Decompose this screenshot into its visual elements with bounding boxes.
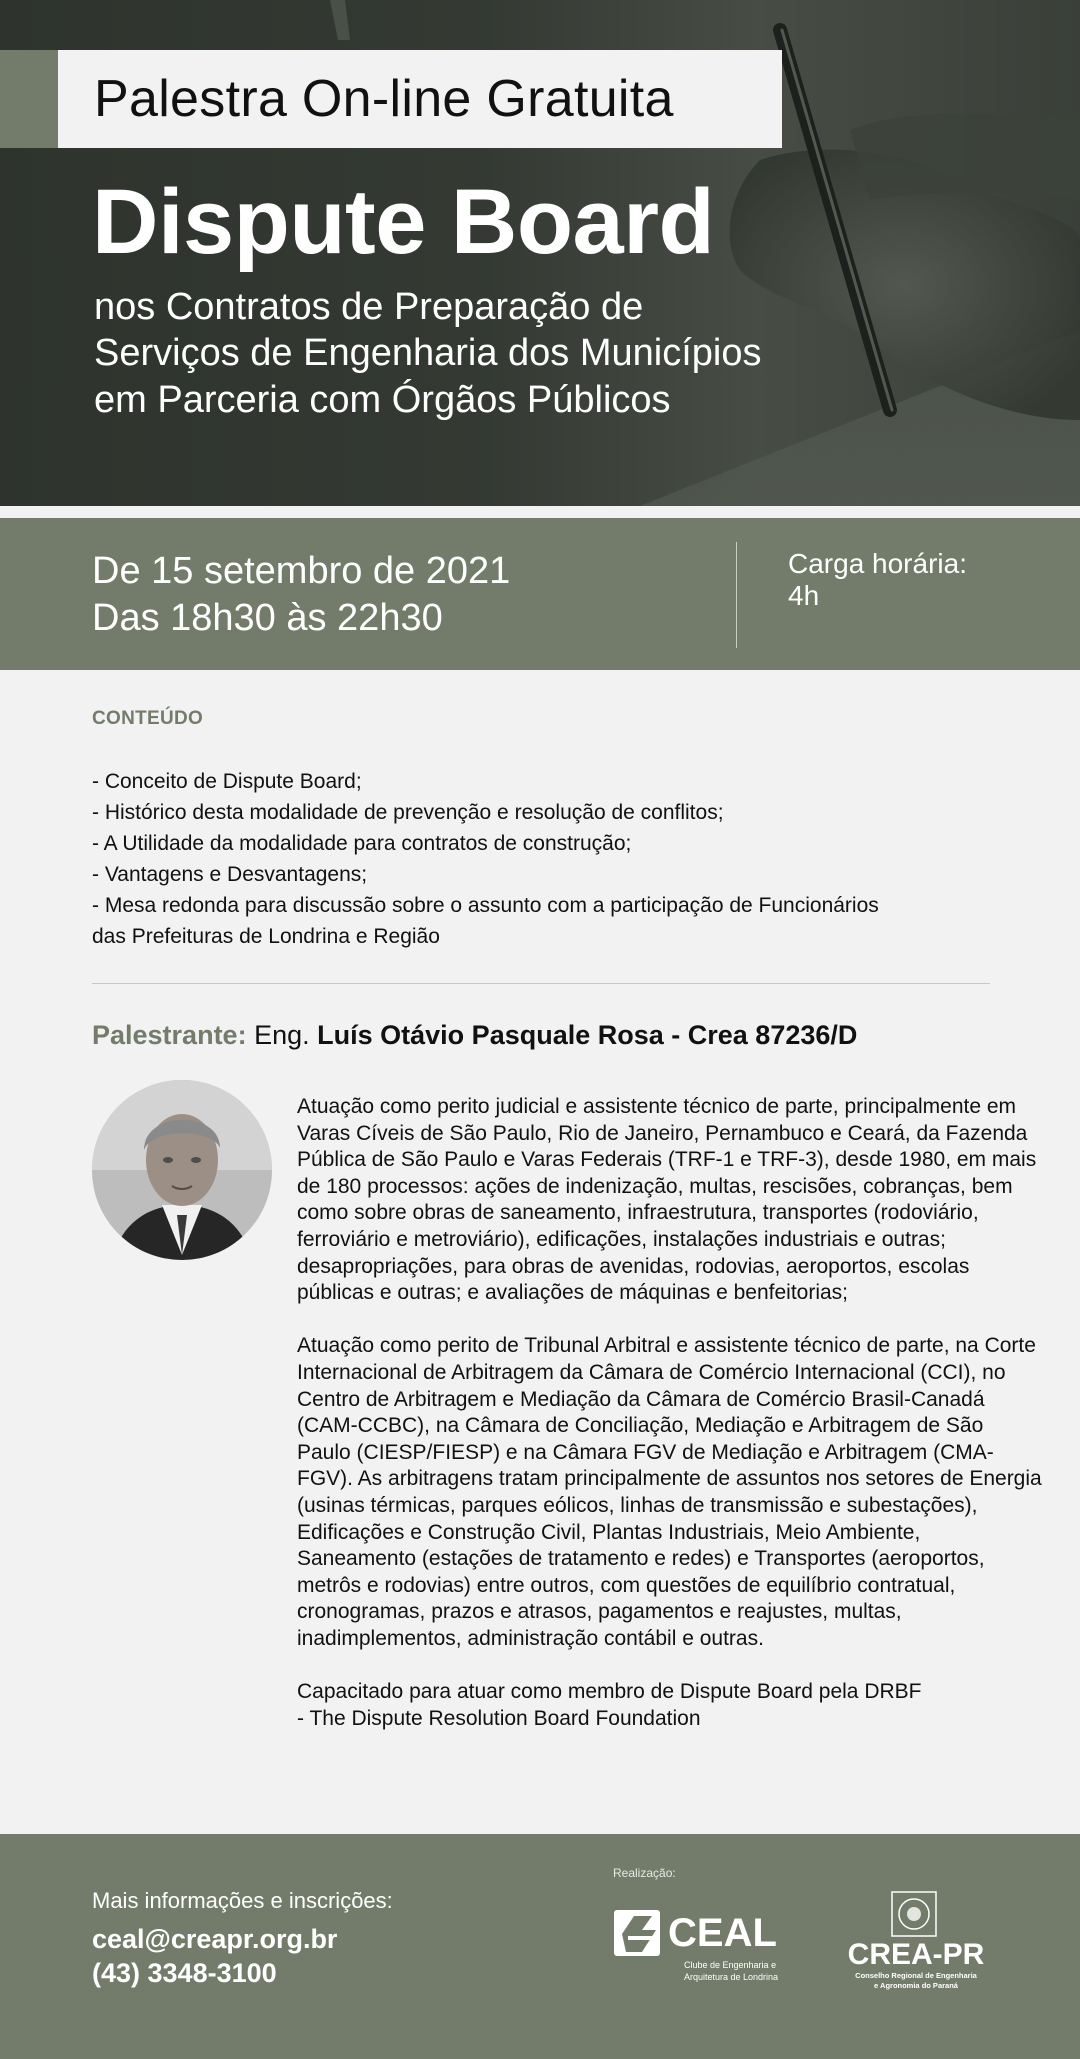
speaker-avatar xyxy=(92,1080,272,1260)
crea-tagline-1: Conselho Regional de Engenharia xyxy=(855,1971,977,1980)
contact-email[interactable]: ceal@creapr.org.br xyxy=(92,1924,338,1954)
speaker-bio xyxy=(297,1094,1042,1732)
event-type-label: Palestra On-line Gratuita xyxy=(58,50,782,148)
speaker-heading xyxy=(92,1020,857,1051)
bio-paragraph: Atuação como perito de Tribunal Arbitral e assistente técnico de parte, na Corte Internacional de Arbitragem da Câmara de Comércio Internacional (CCI), no Centro de Arbitragem e Mediação da Câmara de Comércio Brasil-Canadá (CAM-CCBC), na Câmara de Conciliação, Mediação e Arbitragem de São Paulo (CIESP/FIESP) e na Câmara FGV de Mediação e Arbitragem (CMA-FGV). As arbitragens tratam principalmente de assuntos nos setores de Energia (usinas térmicas, parques eólicos, linhas de transmissão e subestações), Edificações e Construção Civil, Plantas Industriais, Meio Ambiente, Saneamento (estações de tratamento e redes) e Transportes (aeroportos, metrôs e rodovias) entre outros, com questões de equilíbrio contratual, cronogramas, prazos e atrasos, pagamentos e reajustes, multas, inadimplementos, administração contábil e outras. xyxy=(297,1334,1042,1650)
ceal-logo xyxy=(612,1902,792,1992)
contact-info xyxy=(92,1888,393,1990)
course-load-label: Carga horária: xyxy=(788,548,967,579)
content-list xyxy=(92,766,992,952)
ceal-logo-name: CEAL xyxy=(668,1911,777,1955)
bio-paragraph: Atuação como perito judicial e assistente técnico de parte, principalmente em Varas Cíveis de São Paulo, Rio de Janeiro, Pernambuco e Ceará, da Fazenda Pública de São Paulo e Varas Federais (TRF-1 e TRF-3), desde 1980, em mais de 180 processos: ações de indenização, multas, rescisões, cobranças, bem como sobre obras de saneamento, infraestrutura, transportes (rodoviário, ferroviário e metroviário), edificações, instalações industriais e outras; desapropriações, para obras de avenidas, rodovias, aeroportos, escolas públicas e outras; e avaliações de máquinas e benfeitorias; xyxy=(297,1095,1037,1305)
crea-logo-name: CREA-PR xyxy=(847,1938,985,1971)
list-item: - A Utilidade da modalidade para contratos de construção; xyxy=(92,832,632,855)
subtitle-line: em Parceria com Órgãos Públicos xyxy=(94,378,671,421)
subtitle-line: Serviços de Engenharia dos Municípios xyxy=(94,332,762,375)
bio-line: - The Dispute Resolution Board Foundation xyxy=(297,1706,701,1730)
footer xyxy=(0,1834,1080,2059)
contact-label: Mais informações e inscrições: xyxy=(92,1888,393,1913)
event-subtitle xyxy=(94,284,894,423)
list-item: - Mesa redonda para discussão sobre o assunto com a participação de Funcionários xyxy=(92,894,879,917)
event-title: Dispute Board xyxy=(92,171,715,273)
hero-banner xyxy=(0,0,1080,506)
list-item: das Prefeituras de Londrina e Região xyxy=(92,925,440,948)
list-item: - Histórico desta modalidade de prevenção e resolução de conflitos; xyxy=(92,801,724,824)
content-heading: CONTEÚDO xyxy=(92,708,204,729)
list-item: - Vantagens e Desvantagens; xyxy=(92,863,368,886)
schedule-band xyxy=(0,518,1080,670)
contact-phone[interactable]: (43) 3348-3100 xyxy=(92,1958,277,1988)
crea-pr-logo xyxy=(836,1890,996,2000)
speaker-label: Palestrante: xyxy=(92,1020,247,1050)
speaker-name: Luís Otávio Pasquale Rosa - Crea 87236/D xyxy=(317,1020,858,1050)
speaker-prefix: Eng. xyxy=(254,1020,310,1050)
vertical-divider xyxy=(736,542,737,648)
event-time: Das 18h30 às 22h30 xyxy=(92,597,443,640)
ceal-tagline-1: Clube de Engenharia e xyxy=(684,1960,777,1970)
ceal-tagline-2: Arquitetura de Londrina xyxy=(684,1972,779,1982)
course-load-value: 4h xyxy=(788,580,820,612)
course-load xyxy=(788,548,967,612)
list-item: - Conceito de Dispute Board; xyxy=(92,770,362,793)
schedule-datetime xyxy=(92,548,510,642)
bio-line: Capacitado para atuar como membro de Dispute Board pela DRBF xyxy=(297,1680,922,1704)
divider xyxy=(0,506,1080,518)
speaker-portrait xyxy=(92,1080,272,1260)
crea-tagline-2: e Agronomia do Paraná xyxy=(874,1981,958,1990)
section-divider xyxy=(92,983,990,984)
event-date: De 15 setembro de 2021 xyxy=(92,550,511,592)
realizacao-label: Realização: xyxy=(613,1866,676,1880)
hero-label-accent xyxy=(0,50,58,148)
subtitle-line: nos Contratos de Preparação de xyxy=(94,286,644,328)
